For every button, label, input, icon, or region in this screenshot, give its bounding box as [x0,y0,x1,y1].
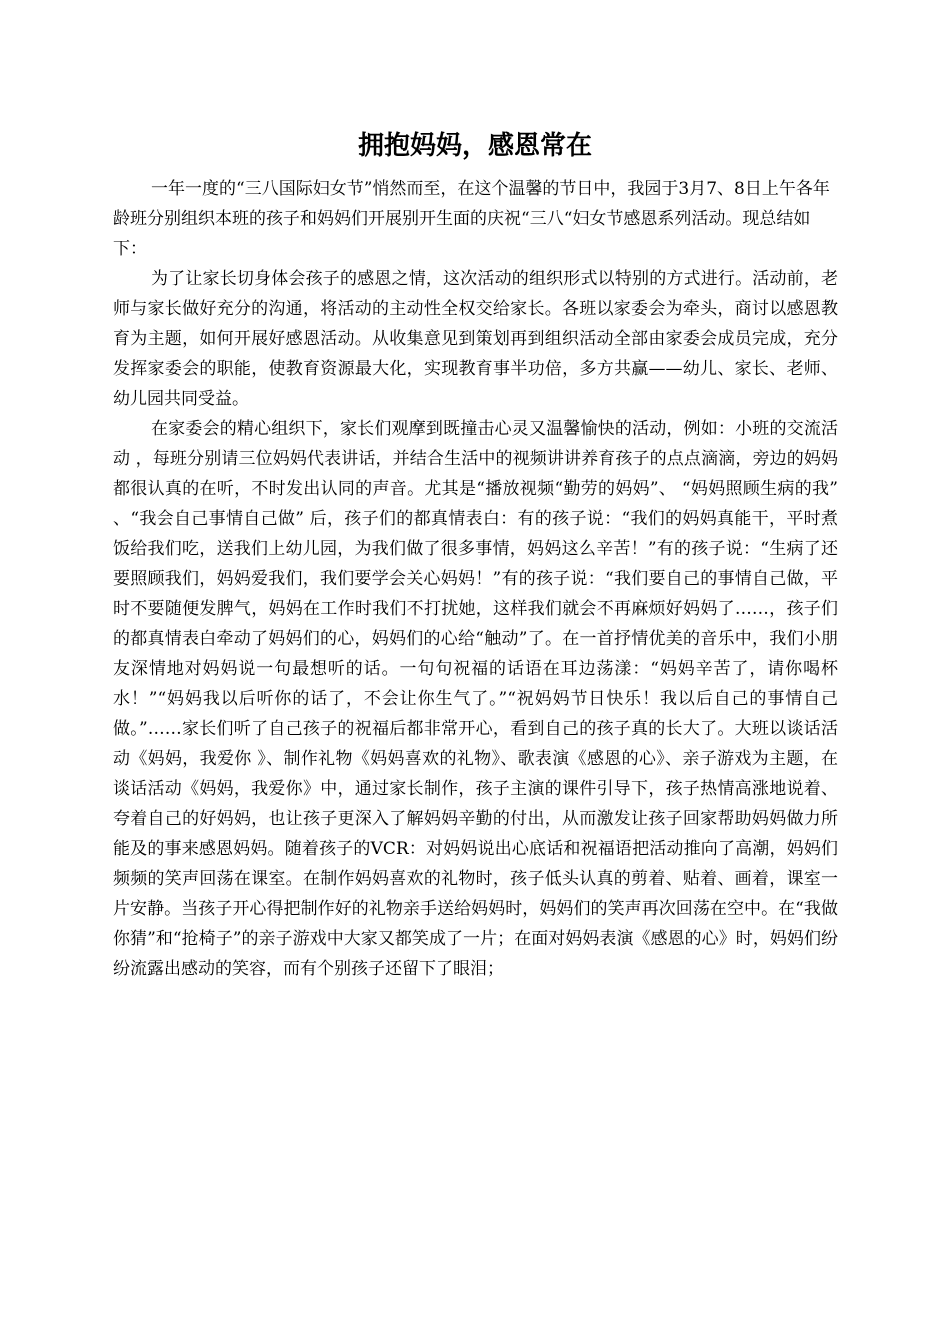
document-body [113,174,838,984]
paragraph-activities: 在家委会的精心组织下，家长们观摩到既撞击心灵又温馨愉快的活动，例如：小班的交流活动 ，每班分别请三位妈妈代表讲话，并结合生活中的视频讲讲养育孩子的点点滴滴，旁边的妈妈都很认真的在听，不时发出认同的声音。尤其是“播放视频“勤劳的妈妈”、 “妈妈照顾生病的我” 、“我会自己事情自己做” 后，孩子们的都真情表白：有的孩子说：“我们的妈妈真能干，平时煮饭给我们吃，送我们上幼儿园，为我们做了很多事情，妈妈这么辛苦！”有的孩子说：“生病了还要照顾我们，妈妈爱我们，我们要学会关心妈妈！”有的孩子说：“我们要自己的事情自己做，平时不要随便发脾气，妈妈在工作时我们不打扰她，这样我们就会不再麻烦好妈妈了……，孩子们的都真情表白牵动了妈妈们的心，妈妈们的心给“触动”了。在一首抒情优美的音乐中，我们小朋友深情地对妈妈说一句最想听的话。一句句祝福的话语在耳边荡漾：“妈妈辛苦了，请你喝杯水！”“妈妈我以后听你的话了，不会让你生气了。”“祝妈妈节日快乐！我以后自己的事情自己做。”……家长们听了自己孩子的祝福后都非常开心，看到自己的孩子真的长大了。大班以谈话活动《妈妈，我爱你 》、制作礼物《妈妈喜欢的礼物》、歌表演《感恩的心》、亲子游戏为主题，在谈话活动《妈妈，我爱你》中，通过家长制作，孩子主演的课件引导下，孩子热情高涨地说着、夸着自己的好妈妈，也让孩子更深入了解妈妈辛勤的付出，从而激发让孩子回家帮助妈妈做力所能及的事来感恩妈妈。随着孩子的VCR：对妈妈说出心底话和祝福语把活动推向了高潮，妈妈们频频的笑声回荡在课室。在制作妈妈喜欢的礼物时，孩子低头认真的剪着、贴着、画着，课室一片安静。当孩子开心得把制作好的礼物亲手送给妈妈时，妈妈们的笑声再次回荡在空中。在“我做你猜”和“抢椅子”的亲子游戏中大家又都笑成了一片；在面对妈妈表演《感恩的心》时，妈妈们纷纷流露出感动的笑容，而有个别孩子还留下了眼泪； [113,419,838,979]
document-title: 拥抱妈妈，感恩常在 [357,131,592,161]
paragraph-organization: 为了让家长切身体会孩子的感恩之情，这次活动的组织形式以特别的方式进行。活动前，老师与家长做好充分的沟通，将活动的主动性全权交给家长。各班以家委会为牵头，商讨以感恩教育为主题，如何开展好感恩活动。从收集意见到策划再到组织活动全部由家委会成员完成，充分发挥家委会的职能，使教育资源最大化，实现教育事半功倍，多方共赢——幼儿、家长、老师、幼儿园共同受益。 [113,269,838,409]
paragraph-intro: 一年一度的“三八国际妇女节”悄然而至，在这个温馨的节日中，我园于3月7、8日上午各年龄班分别组织本班的孩子和妈妈们开展别开生面的庆祝“三八“妇女节感恩系列活动。现总结如下： [113,179,830,259]
